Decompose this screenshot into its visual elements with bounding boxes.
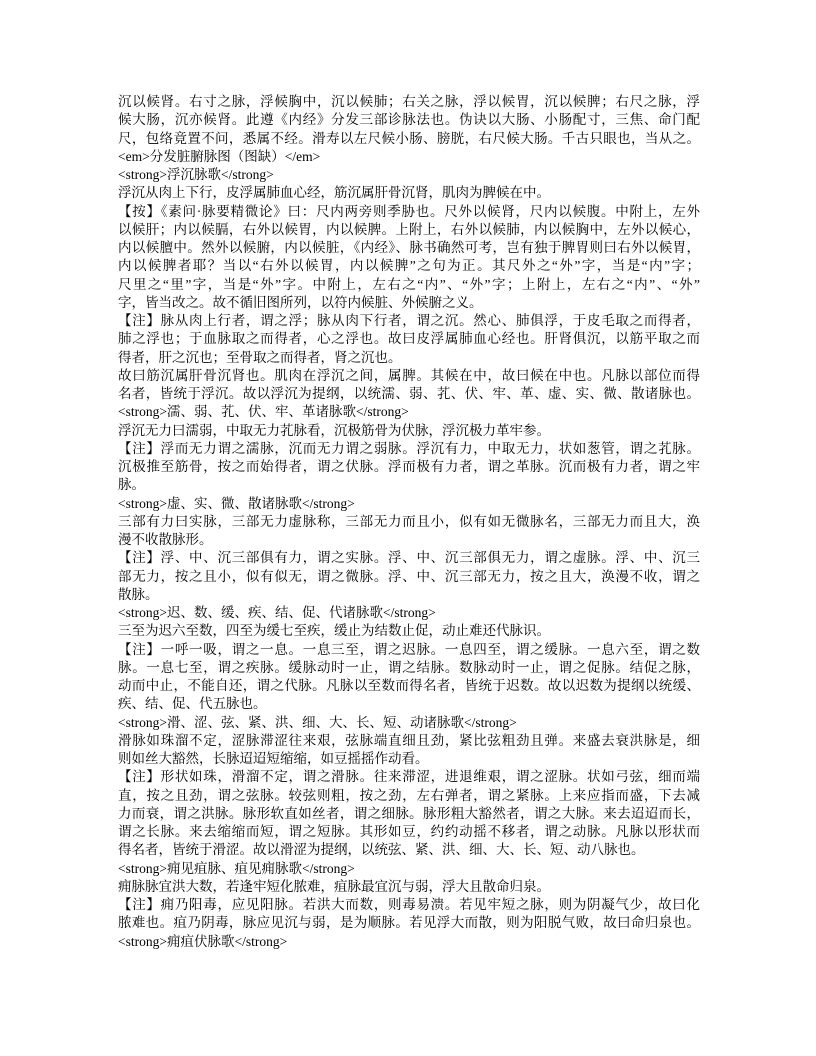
text-line-note: 【注】浮、中、沉三部俱有力，谓之实脉。浮、中、沉三部俱无力，谓之虚脉。浮、中、沉三	[118, 550, 700, 566]
text-line-note: 脉。一息七至，谓之疾脉。缓脉动时一止，谓之结脉。数脉动时一止，谓之促脉。结促之脉，	[118, 659, 700, 675]
text-line-note: 动而中止，不能自还，谓之代脉。凡脉以至数而得名者，皆统于迟数。故以迟数为提纲以统缓、	[118, 678, 700, 693]
text-line-heading: <strong>痈疽伏脉歌</strong>	[118, 933, 288, 949]
text-line-note: 【注】痈乃阳毒，应见阳脉。若洪大而数，则毒易溃。若见牢短之脉，则为阴凝气少，故曰化	[118, 897, 700, 912]
text-line-verse: 浮沉无力曰濡弱，中取无力芤脉看，沉极筋骨为伏脉，浮沉极力革牢参。	[118, 422, 550, 438]
text-line-verse: 三至为迟六至数，四至为缓七至疾，缓止为结数止促，动止难还代脉识。	[118, 623, 550, 639]
text-line-note: 【按】《素问·脉要精微论》曰：尺内两旁则季胁也。尺外以候肾，尺内以候腹。中附上，左外	[118, 203, 700, 219]
document-text-block	[118, 93, 700, 951]
text-line-note: 谓之长脉。来去缩缩而短，谓之短脉。其形如豆，约约动摇不移者，谓之动脉。凡脉以形状而	[118, 824, 700, 839]
text-line-note: 尺里之“里”字，当是“外”字。中附上，左右之“内”、“外”字；上附上，左右之“内”、“外”	[118, 276, 700, 292]
text-line-note: 脉。	[118, 477, 145, 493]
text-line-note: 【注】形状如珠，滑溜不定，谓之滑脉。往来滞涩，进退维艰，谓之涩脉。状如弓弦，细而端	[118, 769, 700, 785]
text-line-note: 字，皆当改之。故不循旧图所列，以符内候脏、外候腑之义。	[118, 294, 483, 310]
text-line-heading: <strong>浮沉脉歌</strong>	[118, 167, 274, 182]
text-line-heading: <strong>滑、涩、弦、紧、洪、细、大、长、短、动诸脉歌</strong>	[118, 714, 517, 730]
text-line-heading: <strong>痈见疽脉、疽见痈脉歌</strong>	[118, 860, 355, 876]
text-line-note: 疾、结、促、代五脉也。	[118, 696, 267, 712]
text-line-note: 得者，肝之沉也；至骨取之而得者，肾之沉也。	[118, 349, 402, 365]
text-line-heading: <strong>迟、数、缓、疾、结、促、代诸脉歌</strong>	[118, 605, 436, 620]
text-line-note: 沉极推至筋骨，按之而始得者，谓之伏脉。浮而极有力者，谓之革脉。沉而极有力者，谓之牢	[118, 459, 700, 474]
text-line-note: 内以候膻中。然外以候腑，内以候脏，《内经》、脉书确然可考，岂有独于脾胃则曰右外以候胃，	[118, 240, 700, 255]
text-line-note: 力而衰，谓之洪脉。脉形软直如丝者，谓之细脉。脉形粗大豁然者，谓之大脉。来去迢迢而长，	[118, 805, 700, 821]
text-line-caption: <em>分发脏腑脉图（图缺）</em>	[118, 148, 321, 164]
text-line-note: 【注】一呼一吸，谓之一息。一息三至，谓之迟脉。一息四至，谓之缓脉。一息六至，谓之数	[118, 641, 700, 657]
text-line-note: 肺之浮也；于血脉取之而得者，心之浮也。故曰皮浮属肺血心经也。肝肾俱沉，以筋平取之而	[118, 331, 700, 347]
text-line-body: 尺，包络竟置不问，悉属不经。滑寿以左尺候小肠、膀胱，右尺候大肠。千古只眼也，当从之。	[118, 130, 700, 146]
text-line-note: 直，按之且劲，谓之弦脉。较弦则粗，按之劲，左右弹者，谓之紧脉。上来应指而盛，下去减	[118, 787, 700, 803]
text-line-verse: 滑脉如珠溜不定，涩脉滞涩往来艰，弦脉端直细且劲，紧比弦粗劲且弹。来盛去衰洪脉是，细	[118, 732, 700, 748]
text-line-note: 以候肝；内以候膈，右外以候胃，内以候脾。上附上，右外以候肺，内以候胸中，左外以候心，	[118, 221, 700, 237]
text-line-note: 得名者，皆统于滑涩。故以滑涩为提纲，以统弦、紧、洪、细、大、长、短、动八脉也。	[118, 842, 645, 858]
text-line-note: 部无力，按之且小，似有似无，谓之微脉。浮、中、沉三部无力，按之且大，涣漫不收，谓之	[118, 568, 700, 584]
text-line-note: 【注】脉从肉上行者，谓之浮；脉从肉下行者，谓之沉。然心、肺俱浮，于皮毛取之而得者，	[118, 313, 700, 328]
text-line-body: 故曰筋沉属肝骨沉肾也。肌肉在浮沉之间，属脾。其候在中，故曰候在中也。凡脉以部位而得	[118, 367, 700, 383]
text-line-verse: 三部有力曰实脉，三部无力虚脉称，三部无力而且小，似有如无微脉名，三部无力而且大，涣	[118, 513, 700, 529]
text-line-verse: 浮沉从肉上下行，皮浮属肺血心经，筋沉属肝骨沉肾，肌肉为脾候在中。	[118, 185, 550, 201]
text-line-verse: 则如丝大豁然，长脉迢迢短缩缩，如豆摇摇作动看。	[118, 751, 429, 766]
text-line-verse: 痈脉脉宜洪大数，若逢牢短化脓难，疽脉最宜沉与弱，浮大且散命归泉。	[118, 878, 550, 894]
text-line-heading: <strong>虚、实、微、散诸脉歌</strong>	[118, 495, 355, 511]
text-line-note: 脓难也。疽乃阴毒，脉应见沉与弱，是为顺脉。若见浮大而散，则为阳脱气败，故曰命归泉也。	[118, 915, 700, 931]
text-line-verse: 漫不收散脉形。	[118, 532, 213, 547]
text-line-note: 内以候脾者耶？当以“右外以候胃，内以候脾”之句为正。其尺外之“外”字，当是“内”字；	[118, 258, 700, 274]
text-line-note: 散脉。	[118, 586, 159, 602]
text-line-note: 【注】浮而无力谓之濡脉，沉而无力谓之弱脉。浮沉有力，中取无力，状如葱管，谓之芤脉。	[118, 440, 700, 456]
text-line-body: 沉以候肾。右寸之脉，浮候胸中，沉以候肺；右关之脉，浮以候胃，沉以候脾；右尺之脉，浮	[118, 94, 700, 109]
text-line-body: 候大肠，沉亦候肾。此遵《内经》分发三部诊脉法也。伪诀以大肠、小肠配寸，三焦、命门配	[118, 112, 700, 128]
text-line-body: 名者，皆统于浮沉。故以浮沉为提纲，以统濡、弱、芤、伏、牢、革、虚、实、微、散诸脉也。	[118, 386, 700, 401]
text-line-heading: <strong>濡、弱、芤、伏、牢、革诸脉歌</strong>	[118, 404, 409, 420]
